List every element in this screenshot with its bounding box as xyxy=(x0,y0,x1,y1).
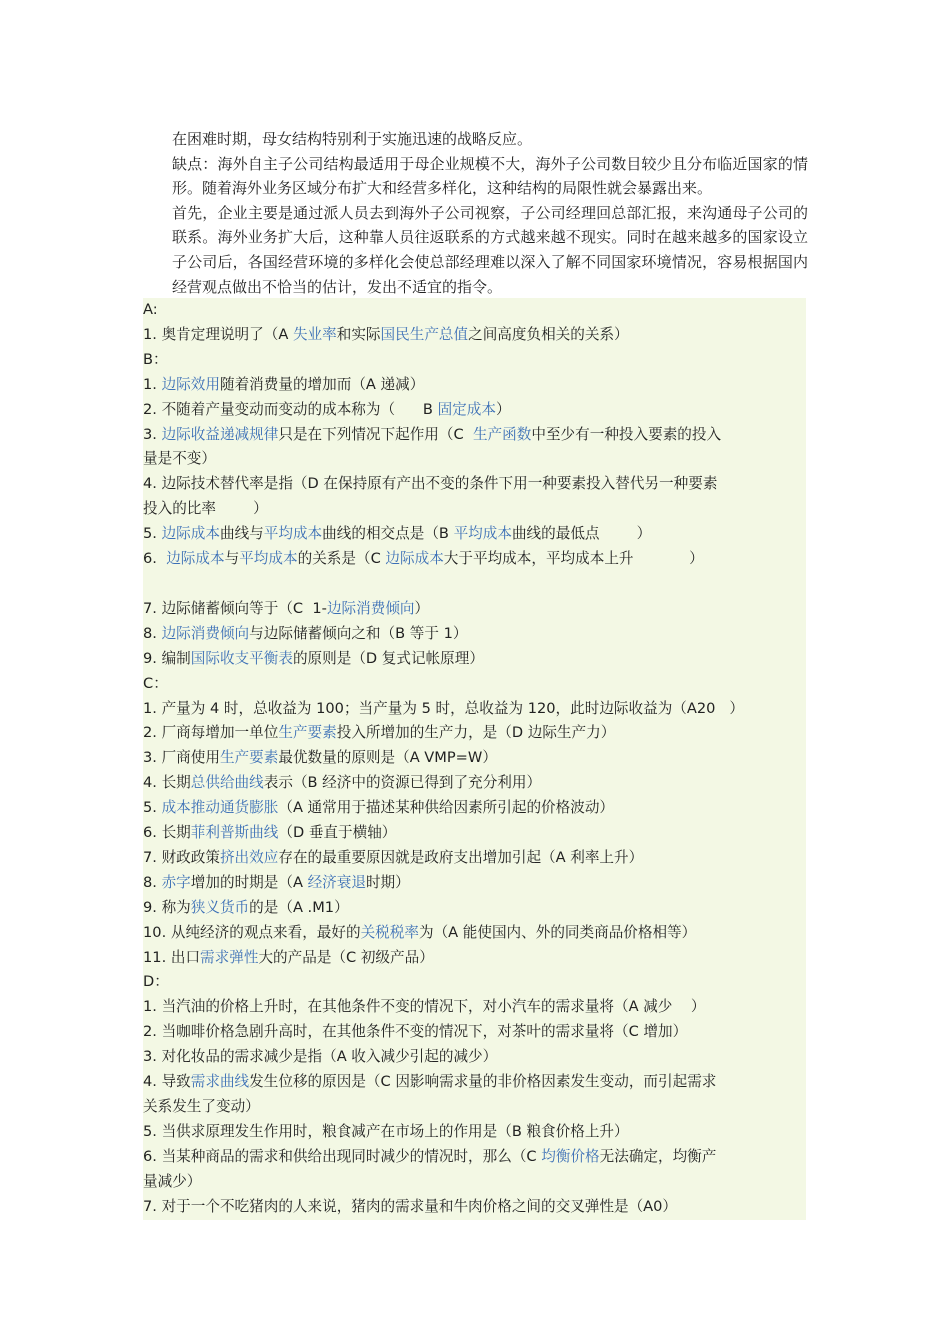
line-text: 之间高度负相关的关系） xyxy=(468,325,629,343)
qa-line xyxy=(143,373,806,398)
qa-line xyxy=(143,896,806,921)
term-link[interactable]: 国民生产总值 xyxy=(380,325,469,343)
qa-line xyxy=(143,821,806,846)
qa-line xyxy=(143,995,806,1020)
term-link[interactable]: 边际消费倾向 xyxy=(326,599,415,617)
qa-line xyxy=(143,1020,806,1045)
qa-line xyxy=(143,547,806,572)
term-link[interactable]: 边际成本 xyxy=(385,550,444,568)
line-text: 7. 对于一个不吃猪肉的人来说，猪肉的需求量和牛肉价格之间的交叉弹性是（A0） xyxy=(143,1197,678,1215)
qa-line xyxy=(143,697,806,722)
line-text: 曲线的最低点 ） xyxy=(511,525,652,543)
line-text: 随着消费量的增加而（A 递减） xyxy=(219,375,425,393)
line-text: 1. xyxy=(143,375,162,393)
line-text: 存在的最重要原因就是政府支出增加引起（A 利率上升） xyxy=(278,848,644,866)
qa-line xyxy=(143,1120,806,1145)
line-text: 9. 编制 xyxy=(143,649,191,667)
term-link[interactable]: 经济衰退 xyxy=(307,873,366,891)
qa-line xyxy=(143,522,806,547)
qa-line xyxy=(143,597,806,622)
line-text: 8. xyxy=(143,873,162,891)
line-text: 3. 对化妆品的需求减少是指（A 收入减少引起的减少） xyxy=(143,1048,498,1066)
line-text: 量是不变） xyxy=(143,450,216,468)
line-text: 时期） xyxy=(365,873,410,891)
qa-line xyxy=(143,348,806,373)
qa-line xyxy=(143,423,806,448)
line-text: 6. 长期 xyxy=(143,824,191,842)
qa-line xyxy=(143,447,806,472)
line-text: 的关系是（C xyxy=(297,550,386,568)
qa-line xyxy=(143,921,806,946)
line-text: 最优数量的原则是（A VMP=W） xyxy=(278,749,497,767)
line-text: 5. xyxy=(143,525,162,543)
line-text: 量减少） xyxy=(143,1172,202,1190)
line-text: （A 通常用于描述某种供给因素所引起的价格波动） xyxy=(278,799,615,817)
qa-line xyxy=(143,1170,806,1195)
line-text: 关系发生了变动） xyxy=(143,1098,260,1115)
line-text: 大的产品是（C 初级产品） xyxy=(258,948,434,966)
term-link[interactable]: 关税税率 xyxy=(360,923,419,941)
line-text: 曲线与 xyxy=(219,525,264,543)
qa-line xyxy=(143,572,806,597)
qa-line xyxy=(143,323,806,348)
qa-line xyxy=(143,721,806,746)
line-text: 只是在下列情况下起作用（C xyxy=(278,425,473,443)
line-text: 为（A 能使国内、外的同类商品价格相等） xyxy=(418,923,697,941)
line-text: C： xyxy=(143,674,168,692)
line-text: 9. 称为 xyxy=(143,898,191,916)
line-text: 1. 产量为 4 时，总收益为 100；当产量为 5 时，总收益为 120，此时边际收益为（A20 ） xyxy=(143,699,744,717)
qa-highlighted-section xyxy=(143,298,806,1220)
qa-line xyxy=(143,1145,806,1170)
term-link[interactable]: 边际效用 xyxy=(161,375,220,393)
qa-line xyxy=(143,970,806,995)
line-text: B： xyxy=(143,350,168,368)
line-text: 5. xyxy=(143,799,162,817)
term-link[interactable]: 平均成本 xyxy=(453,525,512,543)
term-link[interactable]: 成本推动通货膨胀 xyxy=(161,799,279,817)
line-text: 7. 边际储蓄倾向等于（C 1- xyxy=(143,599,327,617)
qa-line xyxy=(143,497,806,522)
qa-line xyxy=(143,1195,806,1220)
intro-text xyxy=(172,127,808,299)
term-link[interactable]: 需求弹性 xyxy=(200,948,259,966)
intro-paragraph: 缺点：海外自主子公司结构最适用于母企业规模不大，海外子公司数目较少且分布临近国家的情形。随着海外业务区域分布扩大和经营多样化，这种结构的局限性就会暴露出来。 xyxy=(172,154,808,198)
line-text: 6. xyxy=(143,550,167,568)
line-text: 10. 从纯经济的观点来看，最好的 xyxy=(143,923,361,941)
qa-line xyxy=(143,1095,806,1120)
qa-line xyxy=(143,771,806,796)
term-link[interactable]: 失业率 xyxy=(292,325,337,343)
qa-line xyxy=(143,796,806,821)
term-link[interactable]: 赤字 xyxy=(161,873,191,891)
term-link[interactable]: 固定成本 xyxy=(437,400,496,418)
line-text: 6. 当某种商品的需求和供给出现同时减少的情况时，那么（C xyxy=(143,1147,542,1165)
line-text: 的原则是（D 复式记帐原理） xyxy=(292,649,484,667)
line-text: 4. 边际技术替代率是指（D 在保持原有产出不变的条件下用一种要素投入替代另一种要素 xyxy=(143,475,718,493)
term-link[interactable]: 边际成本 xyxy=(166,550,225,568)
qa-line xyxy=(143,622,806,647)
intro-paragraph: 首先，企业主要是通过派人员去到海外子公司视察，子公司经理回总部汇报，来沟通母子公司的联系。海外业务扩大后，这种靠人员往返联系的方式越来越不现实。同时在越来越多的国家设立子公司后，各国经营环境的多样化会使总部经理难以深入了解不同国家环境情况，容易根据国内经营观点做出不恰当的估计，发出不适宜的指令。 xyxy=(172,203,808,296)
qa-line xyxy=(143,472,806,497)
line-text: （D 垂直于横轴） xyxy=(278,824,397,842)
line-text: 8. xyxy=(143,624,162,642)
line-text: D： xyxy=(143,973,169,991)
qa-line xyxy=(143,946,806,971)
line-text: 3. xyxy=(143,425,162,443)
line-text: 2. 当咖啡价格急剧升高时，在其他条件不变的情况下，对茶叶的需求量将（C 增加） xyxy=(143,1023,688,1041)
term-link[interactable]: 总供给曲线 xyxy=(190,774,264,792)
qa-line xyxy=(143,672,806,697)
term-link[interactable]: 国际收支平衡表 xyxy=(190,649,293,667)
term-link[interactable]: 菲利普斯曲线 xyxy=(190,824,279,842)
line-text: 发生位移的原因是（C 因影响需求量的非价格因素发生变动，而引起需求 xyxy=(249,1073,717,1091)
qa-line xyxy=(143,298,806,323)
line-text: 7. 财政政策 xyxy=(143,848,220,866)
qa-line xyxy=(143,746,806,771)
line-text: ） xyxy=(414,599,430,617)
term-link[interactable]: 平均成本 xyxy=(239,550,298,568)
term-link[interactable]: 需求曲线 xyxy=(190,1073,250,1091)
line-text: 与 xyxy=(224,550,240,568)
intro-paragraph: 在困难时期，母女结构特别利于实施迅速的战略反应。 xyxy=(172,130,533,148)
line-text: A: xyxy=(143,301,158,318)
qa-line xyxy=(143,871,806,896)
term-link[interactable]: 边际收益递减规律 xyxy=(161,425,279,443)
line-text: 投入的比率 ） xyxy=(143,500,268,518)
line-text: 4. 长期 xyxy=(143,774,191,792)
term-link[interactable]: 挤出效应 xyxy=(219,848,279,866)
qa-line xyxy=(143,846,806,871)
line-text xyxy=(143,575,148,592)
line-text: ） xyxy=(495,400,511,418)
line-text: 大于平均成本，平均成本上升 ） xyxy=(443,550,704,568)
qa-line xyxy=(143,398,806,423)
term-link[interactable]: 边际成本 xyxy=(161,525,220,543)
line-text: 1. 奥肯定理说明了（A xyxy=(143,325,293,343)
line-text: 中至少有一种投入要素的投入 xyxy=(531,425,722,443)
term-link[interactable]: 生产函数 xyxy=(472,425,532,443)
line-text: 5. 当供求原理发生作用时，粮食减产在市场上的作用是（B 粮食价格上升） xyxy=(143,1122,629,1140)
term-link[interactable]: 生产要素 xyxy=(278,724,337,742)
term-link[interactable]: 平均成本 xyxy=(263,525,323,543)
qa-line xyxy=(143,1045,806,1070)
line-text: 无法确定，均衡产 xyxy=(599,1147,717,1165)
line-text: 和实际 xyxy=(336,325,381,343)
line-text: 2. 厂商每增加一单位 xyxy=(143,724,279,742)
line-text: 曲线的相交点是（B xyxy=(322,525,454,543)
line-text: 2. 不随着产量变动而变动的成本称为（ B xyxy=(143,400,438,418)
line-text: 表示（B 经济中的资源已得到了充分利用） xyxy=(263,774,542,792)
line-text: 11. 出口 xyxy=(143,948,201,966)
term-link[interactable]: 狭义货币 xyxy=(190,898,250,916)
qa-line xyxy=(143,1070,806,1095)
line-text: 3. 厂商使用 xyxy=(143,749,220,767)
term-link[interactable]: 均衡价格 xyxy=(541,1147,600,1165)
term-link[interactable]: 边际消费倾向 xyxy=(161,624,250,642)
line-text: 1. 当汽油的价格上升时，在其他条件不变的情况下，对小汽车的需求量将（A 减少 ） xyxy=(143,998,706,1016)
line-text: 增加的时期是（A xyxy=(190,873,308,891)
qa-line xyxy=(143,647,806,672)
line-text: 4. 导致 xyxy=(143,1073,191,1091)
line-text: 的是（A .M1） xyxy=(249,898,349,916)
line-text: 与边际储蓄倾向之和（B 等于 1） xyxy=(249,624,468,642)
line-text: 投入所增加的生产力，是（D 边际生产力） xyxy=(336,724,616,742)
term-link[interactable]: 生产要素 xyxy=(219,749,279,767)
